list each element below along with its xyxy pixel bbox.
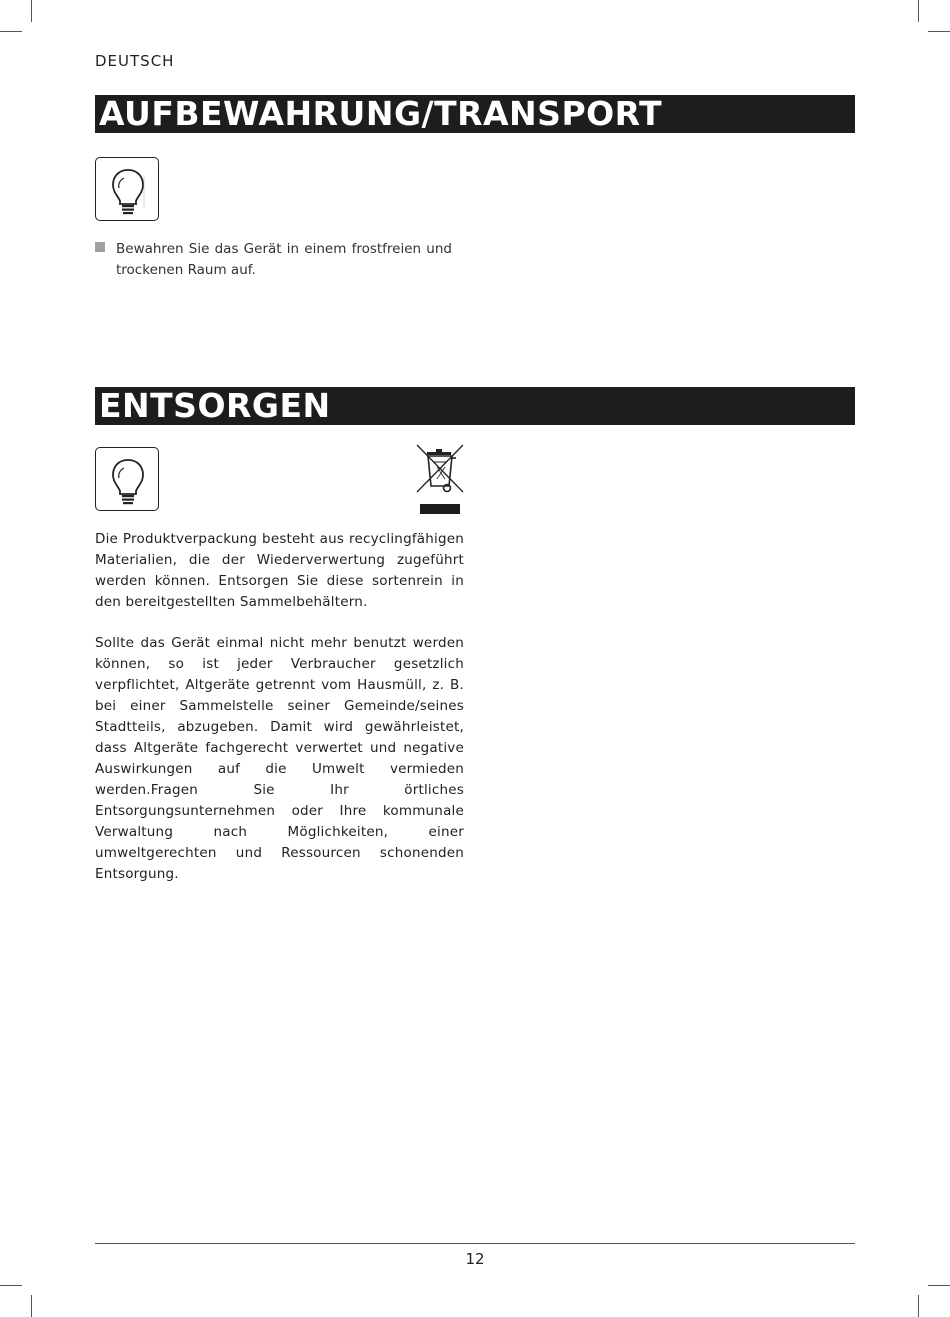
crop-mark <box>928 1285 950 1286</box>
list-item <box>95 239 452 281</box>
footer-divider <box>95 1243 855 1244</box>
disposal-paragraph: Sollte das Gerät einmal nicht mehr benutzt werden können, so ist jeder Verbraucher gesetzlich verpflichtet, Altgeräte getrennt vom Hausmüll, z. B. bei einer Sammelstelle seiner Gemeinde/seines Stadtteils, abzugeben. Damit wird gewährleistet, dass Altgeräte fachgerecht verwertet und negative Auswirkungen auf die Umwelt vermieden werden.Fragen Sie Ihr örtliches Entsorgungsunternehmen oder Ihre kommunale Verwaltung nach Möglichkeiten, einer umweltgerechten und Ressourcen schonenden Entsorgung. <box>95 635 464 882</box>
bullet-text: Bewahren Sie das Gerät in einem frostfreien und trockenen Raum auf. <box>116 241 452 278</box>
bullet-square-icon <box>95 242 105 252</box>
crop-mark <box>918 0 919 22</box>
crop-mark <box>31 0 32 22</box>
crop-mark <box>0 1285 22 1286</box>
page-number: 12 <box>465 1250 485 1268</box>
section-title: ENTSORGEN <box>99 386 331 425</box>
language-label: DEUTSCH <box>95 52 175 70</box>
lightbulb-icon <box>95 447 159 511</box>
crop-mark <box>0 31 22 32</box>
section-heading-storage <box>95 95 855 133</box>
crop-mark <box>928 31 950 32</box>
crop-mark <box>31 1295 32 1317</box>
crop-mark <box>918 1295 919 1317</box>
section-title: AUFBEWAHRUNG/TRANSPORT <box>99 94 663 133</box>
crossed-out-wheelie-bin-icon <box>414 443 466 515</box>
lightbulb-icon <box>95 157 159 221</box>
disposal-paragraph: Die Produktverpackung besteht aus recyclingfähigen Materialien, die der Wiederverwertung zugeführt werden können. Entsorgen Sie diese sortenrein in den bereitgestellten Sammelbehältern. <box>95 531 464 610</box>
section-heading-disposal <box>95 387 855 425</box>
